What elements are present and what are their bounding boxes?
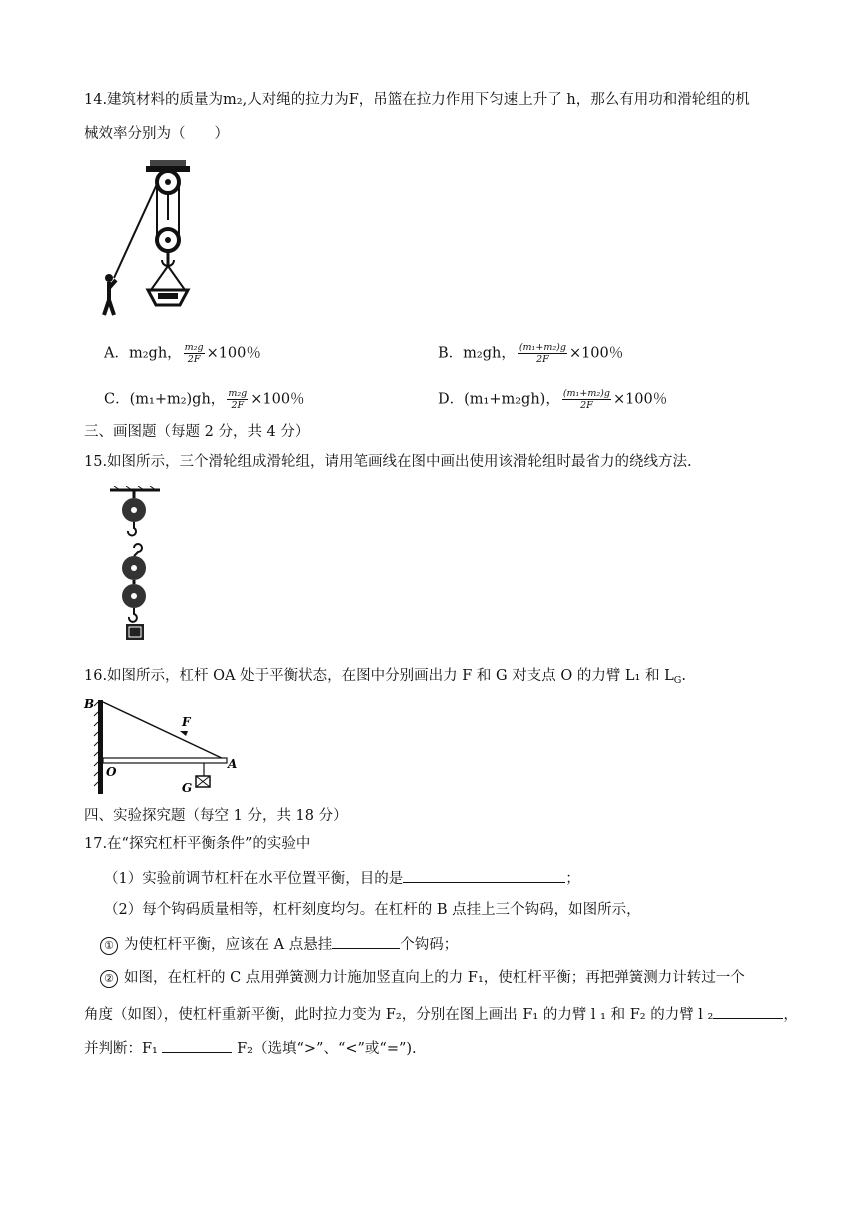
q14-option-a[interactable]: [104, 342, 261, 365]
option-c-numerator: m₂g: [228, 388, 248, 399]
q14-option-c[interactable]: [104, 388, 305, 411]
label-o: O: [106, 765, 117, 779]
q17-part1: [104, 868, 580, 889]
q14-stem-line2: 械效率分别为（ ）: [84, 126, 229, 142]
step2-text-line3-end: F₂（选填“>”、“<”或“=”).: [232, 1041, 417, 1057]
pulley-system-figure-14: [96, 160, 206, 320]
step1-text: 为使杠杆平衡，应该在 A 点悬挂: [124, 937, 333, 953]
option-d-label: D．(m₁+m₂gh)，: [438, 391, 560, 408]
option-a-denominator: 2F: [187, 354, 201, 365]
pulley-figure-15: [106, 486, 166, 646]
section-4-heading: 四、实验探究题（每空 1 分，共 18 分）: [84, 808, 348, 824]
q17-part1-text: （1）实验前调节杠杆在水平位置平衡，目的是: [104, 871, 404, 887]
q14-option-d[interactable]: [438, 388, 667, 411]
q16-stem-text: 16.如图所示，杠杆 OA 处于平衡状态，在图中分别画出力 F 和 G 对支点 O 的力臂 L₁ 和 L: [84, 668, 674, 684]
section-3-heading: 三、画图题（每题 2 分，共 4 分）: [84, 424, 310, 440]
step2-text-line2-end: ，: [783, 1007, 798, 1023]
q14-option-b[interactable]: [438, 342, 623, 365]
step2-text-line1: 如图，在杠杆的 C 点用弹簧测力计施加竖直向上的力 F₁，使杠杆平衡；再把弹簧测力计转过一个: [124, 970, 745, 986]
option-d-fraction: [562, 388, 611, 411]
option-c-fraction: [227, 388, 248, 411]
option-b-label: B．m₂gh，: [438, 345, 516, 362]
q17-step2-line1: [100, 968, 745, 988]
option-b-tail: ×100％: [568, 345, 624, 362]
option-a-fraction: [184, 342, 205, 365]
lever-figure-16: [82, 692, 242, 798]
q16-stem-end: .: [681, 668, 686, 684]
q17-part1-answer-blank[interactable]: [403, 868, 565, 883]
q16-stem-subscript: G: [673, 675, 682, 686]
q17-step2-line2: [84, 1004, 798, 1025]
q17-step1: [100, 934, 458, 955]
option-c-tail: ×100％: [250, 391, 305, 408]
step2-number: ②: [100, 970, 118, 988]
option-d-denominator: 2F: [580, 400, 593, 411]
q14-stem-line1: 14.建筑材料的质量为m₂,人对绳的拉力为F，吊篮在拉力作用下匀速上升了 h，那么有用功和滑轮组的机: [84, 92, 750, 108]
step1-text-end: 个钩码；: [400, 937, 459, 953]
q15-stem: 15.如图所示，三个滑轮组成滑轮组，请用笔画线在图中画出使用该滑轮组时最省力的绕线方法.: [84, 454, 692, 470]
label-g: G: [182, 781, 193, 795]
q17-compare-answer-blank[interactable]: [162, 1038, 232, 1053]
option-c-denominator: 2F: [231, 400, 245, 411]
q17-title: 17.在“探究杠杆平衡条件”的实验中: [84, 836, 311, 852]
option-c-label: C．(m₁+m₂)gh，: [104, 391, 226, 408]
step2-text-line2: 角度（如图），使杠杆重新平衡，此时拉力变为 F₂，分别在图上画出 F₁ 的力臂 l ₁ 和 F₂ 的力臂 l ₂: [84, 1007, 714, 1023]
option-a-label: A．m₂gh，: [104, 345, 182, 362]
step1-number: ①: [100, 937, 118, 955]
option-b-denominator: 2F: [536, 354, 549, 365]
step2-text-line3: 并判断：F₁: [84, 1041, 163, 1057]
option-d-tail: ×100％: [612, 391, 668, 408]
option-a-tail: ×100％: [206, 345, 261, 362]
label-f: F: [182, 715, 191, 729]
option-d-numerator: (m₁+m₂)g: [562, 388, 610, 399]
option-b-numerator: (m₁+m₂)g: [518, 342, 566, 353]
option-a-numerator: m₂g: [184, 342, 204, 353]
q17-part2: （2）每个钩码质量相等，杠杆刻度均匀。在杠杆的 B 点挂上三个钩码，如图所示，: [104, 902, 641, 918]
option-b-fraction: [518, 342, 567, 365]
label-a: A: [228, 757, 238, 771]
q17-step1-answer-blank[interactable]: [332, 934, 400, 949]
q16-stem: [84, 666, 686, 686]
q17-arm-answer-blank[interactable]: [713, 1004, 783, 1019]
q17-part1-end: ；: [565, 871, 580, 887]
q17-step2-line3: [84, 1038, 417, 1059]
label-b: B: [84, 697, 95, 711]
